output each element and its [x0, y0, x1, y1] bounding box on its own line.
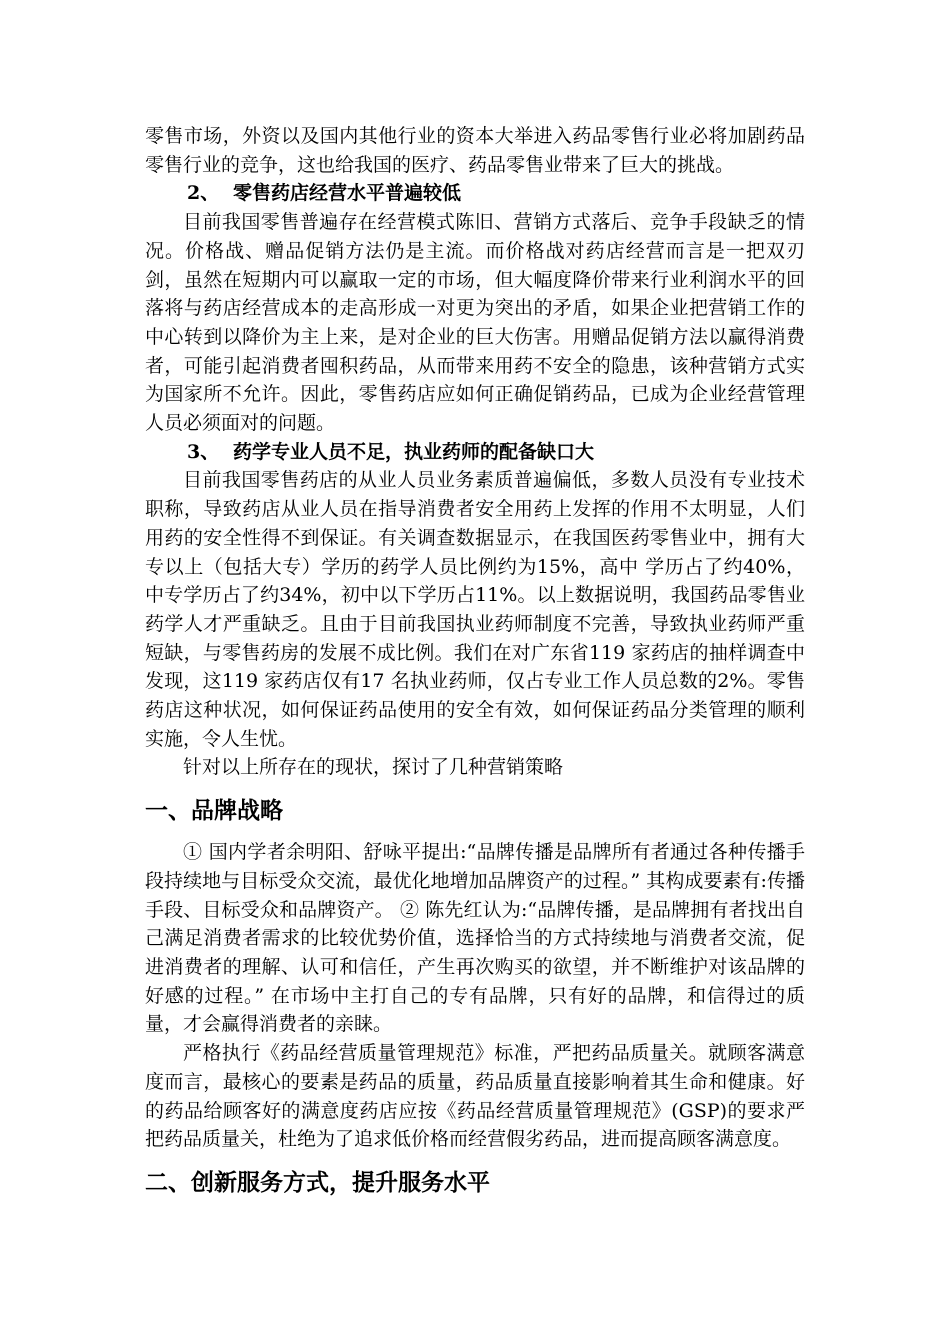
subheading-2-number: 2、 — [187, 182, 220, 205]
section-heading-service: 二、创新服务方式，提升服务水平 — [145, 1169, 490, 1196]
subheading-3-title: 药学专业人员不足，执业药师的配备缺口大 — [233, 440, 595, 463]
subheading-2-title: 零售药店经营水平普遍较低 — [233, 182, 462, 205]
section-heading-brand: 一、品牌战略 — [145, 798, 283, 825]
subheading-3-number: 3、 — [187, 440, 220, 463]
paragraph-strategies-intro: 针对以上所存在的现状，探讨了几种营销策略 — [183, 756, 564, 779]
document-page — [145, 122, 805, 1200]
paragraph-staffing: 目前我国零售药店的从业人员业务素质普遍偏低，多数人员没有专业技术职称，导致药店从业人员在指导消费者安全用药上发挥的作用不太明显，人们用药的安全性得不到保证。有关调查数据显示，在我国医药零售业中，拥有大专以上（包括大专）学历的药学人员比例约为15%，高中 学历占了约40%，中专学历占了约34%，初中以下学历占11%。以上数据说明，我国药品零售业药学人才严重缺乏。且由于目前我国执业药师制度不完善，导致执业药师严重短缺，与零售药房的发展不成比例。我们在对广东省119 家药店的抽样调查中发现，这119 家药店仅有17 名执业药师，仅占专业工作人员总数的2%。零售药店这种状况，如何保证药品使用的安全有效，如何保证药品分类管理的顺利实施，令人生忧。 — [145, 469, 805, 750]
paragraph-intro: 零售市场，外资以及国内其他行业的资本大举进入药品零售行业必将加剧药品零售行业的竞争，这也给我国的医疗、药品零售业带来了巨大的挑战。 — [145, 125, 805, 176]
paragraph-operations: 目前我国零售普遍存在经营模式陈旧、营销方式落后、竞争手段缺乏的情况。价格战、赠品促销方法仍是主流。而价格战对药店经营而言是一把双刃剑，虽然在短期内可以赢取一定的市场，但大幅度降价带来行业利润水平的回落将与药店经营成本的走高形成一对更为突出的矛盾，如果企业把营销工作的中心转到以降价为主上来，是对企业的巨大伤害。用赠品促销方法以赢得消费者，可能引起消费者囤积药品，从而带来用药不安全的隐患，该种营销方式实为国家所不允许。因此，零售药店应如何正确促销药品，已成为企业经营管理人员必须面对的问题。 — [145, 211, 805, 435]
paragraph-gsp-quality: 严格执行《药品经营质量管理规范》标准，严把药品质量关。就顾客满意度而言，最核心的要素是药品的质量，药品质量直接影响着其生命和健康。好的药品给顾客好的满意度药店应按《药品经营质量管理规范》(GSP)的要求严把药品质量关，杜绝为了追求低价格而经营假劣药品，进而提高顾客满意度。 — [145, 1042, 805, 1151]
subheading-2 — [145, 179, 805, 208]
subheading-3 — [145, 438, 805, 467]
paragraph-brand-definition: ① 国内学者余明阳、舒咏平提出:“品牌传播是品牌所有者通过各种传播手段持续地与目标受众交流，最优化地增加品牌资产的过程。” 其构成要素有:传播手段、目标受众和品牌资产。 ② 陈先红认为:“品牌传播，是品牌拥有者找出自己满足消费者需求的比较优势价值，选择恰当的方式持续地与消费者交流，促进消费者的理解、认可和信任，产生再次购买的欲望，并不断维护对该品牌的好感的过程。” 在市场中主打自己的专有品牌，只有好的品牌，和信得过的质量，才会赢得消费者的亲睐。 — [145, 841, 805, 1036]
